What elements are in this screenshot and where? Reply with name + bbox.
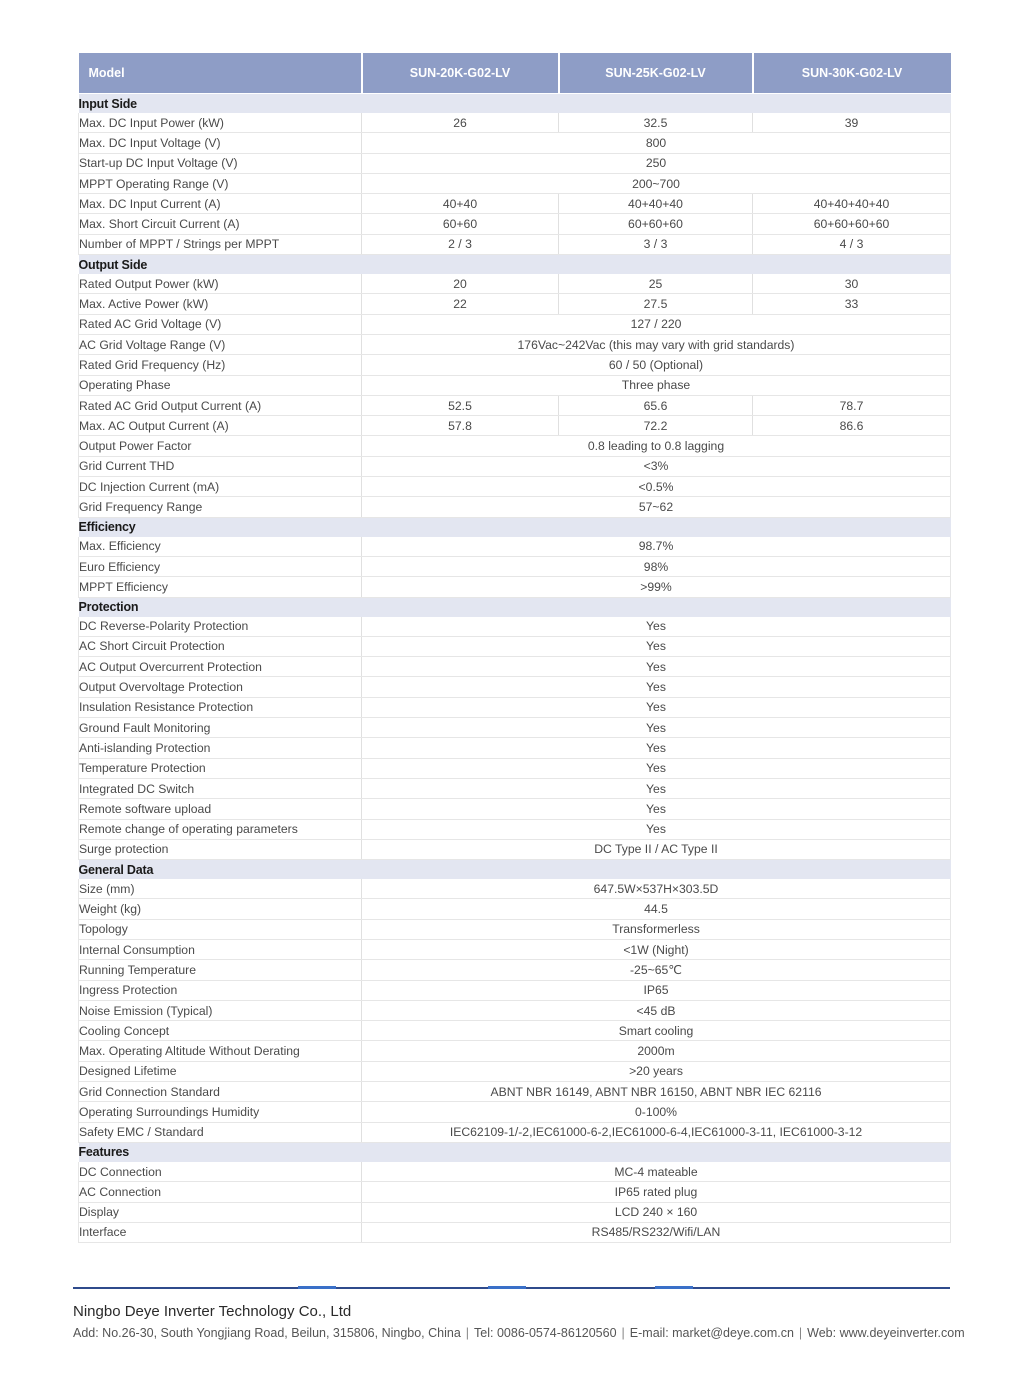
spec-value: >20 years xyxy=(362,1061,951,1081)
spec-label: Safety EMC / Standard xyxy=(79,1122,362,1142)
spec-label: Running Temperature xyxy=(79,960,362,980)
spec-label: AC Grid Voltage Range (V) xyxy=(79,334,362,354)
table-row xyxy=(79,758,951,778)
spec-value: 40+40+40 xyxy=(559,194,753,214)
spec-value: 4 / 3 xyxy=(753,234,951,254)
spec-label: Surge protection xyxy=(79,839,362,859)
table-row xyxy=(79,677,951,697)
table-row xyxy=(79,113,951,133)
spec-label: Grid Frequency Range xyxy=(79,497,362,517)
spec-value: IEC62109-1/-2,IEC61000-6-2,IEC61000-6-4,IEC61000-3-11, IEC61000-3-12 xyxy=(362,1122,951,1142)
table-row xyxy=(79,799,951,819)
table-row xyxy=(79,436,951,456)
table-row xyxy=(79,879,951,899)
spec-label: Noise Emission (Typical) xyxy=(79,1000,362,1020)
spec-label: Remote software upload xyxy=(79,799,362,819)
spec-value: 647.5W×537H×303.5D xyxy=(362,879,951,899)
table-row xyxy=(79,375,951,395)
table-row xyxy=(79,1182,951,1202)
spec-value: Three phase xyxy=(362,375,951,395)
spec-label: Temperature Protection xyxy=(79,758,362,778)
table-row xyxy=(79,718,951,738)
spec-value: 52.5 xyxy=(362,395,559,415)
spec-label: DC Reverse-Polarity Protection xyxy=(79,617,362,637)
table-row xyxy=(79,839,951,859)
table-row xyxy=(79,939,951,959)
table-row xyxy=(79,234,951,254)
spec-value: 78.7 xyxy=(753,395,951,415)
separator: | xyxy=(465,1326,470,1340)
spec-label: Display xyxy=(79,1202,362,1222)
spec-value: 3 / 3 xyxy=(559,234,753,254)
spec-value: LCD 240 × 160 xyxy=(362,1202,951,1222)
spec-value: 98% xyxy=(362,556,951,576)
spec-label: Euro Efficiency xyxy=(79,556,362,576)
spec-value: 32.5 xyxy=(559,113,753,133)
spec-value: 60+60 xyxy=(362,214,559,234)
spec-label: Max. Short Circuit Current (A) xyxy=(79,214,362,234)
spec-value: 44.5 xyxy=(362,899,951,919)
table-row xyxy=(79,1082,951,1102)
table-row xyxy=(79,1222,951,1242)
spec-label: Start-up DC Input Voltage (V) xyxy=(79,153,362,173)
separator: | xyxy=(621,1326,625,1340)
spec-label: AC Connection xyxy=(79,1182,362,1202)
table-row xyxy=(79,577,951,597)
spec-value: <1W (Night) xyxy=(362,939,951,959)
spec-label: Max. DC Input Power (kW) xyxy=(79,113,362,133)
spec-value: 0.8 leading to 0.8 lagging xyxy=(362,436,951,456)
table-row xyxy=(79,133,951,153)
table-header-row xyxy=(79,53,951,94)
spec-label: MPPT Efficiency xyxy=(79,577,362,597)
spec-label: Insulation Resistance Protection xyxy=(79,697,362,717)
spec-label: Rated Grid Frequency (Hz) xyxy=(79,355,362,375)
spec-value: 57.8 xyxy=(362,416,559,436)
spec-label: Max. DC Input Current (A) xyxy=(79,194,362,214)
spec-label: Max. Operating Altitude Without Derating xyxy=(79,1041,362,1061)
table-row xyxy=(79,274,951,294)
table-row xyxy=(79,416,951,436)
table-row xyxy=(79,334,951,354)
spec-label: Weight (kg) xyxy=(79,899,362,919)
spec-label: Max. DC Input Voltage (V) xyxy=(79,133,362,153)
spec-label: Grid Current THD xyxy=(79,456,362,476)
spec-value: 22 xyxy=(362,294,559,314)
spec-value: 20 xyxy=(362,274,559,294)
section-header-row xyxy=(79,597,951,617)
spec-value: Yes xyxy=(362,819,951,839)
section-header-row xyxy=(79,1142,951,1162)
table-row xyxy=(79,899,951,919)
spec-value: Transformerless xyxy=(362,919,951,939)
spec-value: <45 dB xyxy=(362,1000,951,1020)
section-header-row xyxy=(79,517,951,537)
spec-value: Yes xyxy=(362,778,951,798)
spec-label: Designed Lifetime xyxy=(79,1061,362,1081)
spec-value: <3% xyxy=(362,456,951,476)
table-row xyxy=(79,314,951,334)
company-name: Ningbo Deye Inverter Technology Co., Ltd xyxy=(73,1303,352,1320)
spec-value: 800 xyxy=(362,133,951,153)
section-title: Output Side xyxy=(79,255,951,275)
spec-value: 127 / 220 xyxy=(362,314,951,334)
table-row xyxy=(79,173,951,193)
table-row xyxy=(79,960,951,980)
spec-value: 200~700 xyxy=(362,173,951,193)
spec-value: 86.6 xyxy=(753,416,951,436)
spec-label: Rated AC Grid Output Current (A) xyxy=(79,395,362,415)
section-header-row xyxy=(79,255,951,275)
spec-value: 27.5 xyxy=(559,294,753,314)
spec-label: Rated AC Grid Voltage (V) xyxy=(79,314,362,334)
footer-divider-accent xyxy=(655,1286,693,1289)
spec-value: Yes xyxy=(362,738,951,758)
spec-value: 39 xyxy=(753,113,951,133)
spec-value: 25 xyxy=(559,274,753,294)
table-row xyxy=(79,819,951,839)
telephone-text: Tel: 0086-0574-86120560 xyxy=(474,1326,617,1340)
spec-value: Smart cooling xyxy=(362,1021,951,1041)
spec-value: Yes xyxy=(362,677,951,697)
spec-label: Ingress Protection xyxy=(79,980,362,1000)
model-header: Model xyxy=(79,53,362,94)
spec-label: Max. Efficiency xyxy=(79,537,362,557)
spec-value: Yes xyxy=(362,799,951,819)
spec-label: Interface xyxy=(79,1222,362,1242)
spec-value: <0.5% xyxy=(362,477,951,497)
spec-label: DC Injection Current (mA) xyxy=(79,477,362,497)
section-title: Input Side xyxy=(79,94,951,114)
table-row xyxy=(79,1061,951,1081)
spec-value: ABNT NBR 16149, ABNT NBR 16150, ABNT NBR IEC 62116 xyxy=(362,1082,951,1102)
spec-label: Size (mm) xyxy=(79,879,362,899)
spec-value: 30 xyxy=(753,274,951,294)
section-header-row xyxy=(79,860,951,880)
spec-value: 40+40+40+40 xyxy=(753,194,951,214)
spec-value: 0-100% xyxy=(362,1102,951,1122)
separator: | xyxy=(798,1326,803,1340)
spec-value: 2000m xyxy=(362,1041,951,1061)
section-header-row xyxy=(79,94,951,114)
footer-divider-accent xyxy=(298,1286,336,1289)
model-column-header: SUN-20K-G02-LV xyxy=(362,53,559,94)
section-title: General Data xyxy=(79,860,951,880)
spec-value: Yes xyxy=(362,718,951,738)
spec-label: AC Short Circuit Protection xyxy=(79,636,362,656)
table-row xyxy=(79,355,951,375)
spec-value: 60+60+60+60 xyxy=(753,214,951,234)
spec-label: Max. Active Power (kW) xyxy=(79,294,362,314)
table-row xyxy=(79,1162,951,1182)
spec-value: 40+40 xyxy=(362,194,559,214)
spec-value: DC Type II / AC Type II xyxy=(362,839,951,859)
contact-line xyxy=(73,1326,965,1340)
spec-value: 72.2 xyxy=(559,416,753,436)
spec-label: MPPT Operating Range (V) xyxy=(79,173,362,193)
table-row xyxy=(79,477,951,497)
table-row xyxy=(79,1021,951,1041)
footer-divider-accent xyxy=(488,1286,526,1289)
spec-label: Integrated DC Switch xyxy=(79,778,362,798)
spec-value: MC-4 mateable xyxy=(362,1162,951,1182)
table-row xyxy=(79,919,951,939)
table-row xyxy=(79,617,951,637)
spec-label: Operating Phase xyxy=(79,375,362,395)
spec-label: Ground Fault Monitoring xyxy=(79,718,362,738)
spec-value: Yes xyxy=(362,697,951,717)
spec-label: Operating Surroundings Humidity xyxy=(79,1102,362,1122)
spec-label: Output Power Factor xyxy=(79,436,362,456)
address-text: Add: No.26-30, South Yongjiang Road, Beilun, 315806, Ningbo, China xyxy=(73,1326,461,1340)
table-row xyxy=(79,738,951,758)
table-row xyxy=(79,697,951,717)
spec-label: Output Overvoltage Protection xyxy=(79,677,362,697)
spec-table-body xyxy=(79,94,951,1243)
spec-label: Remote change of operating parameters xyxy=(79,819,362,839)
model-column-header: SUN-30K-G02-LV xyxy=(753,53,951,94)
section-title: Efficiency xyxy=(79,517,951,537)
table-row xyxy=(79,556,951,576)
section-title: Protection xyxy=(79,597,951,617)
spec-value: Yes xyxy=(362,758,951,778)
spec-value: IP65 xyxy=(362,980,951,1000)
table-row xyxy=(79,1202,951,1222)
table-row xyxy=(79,1000,951,1020)
email-text: E-mail: market@deye.com.cn xyxy=(629,1326,794,1340)
table-row xyxy=(79,636,951,656)
table-row xyxy=(79,456,951,476)
spec-label: DC Connection xyxy=(79,1162,362,1182)
spec-value: 176Vac~242Vac (this may vary with grid standards) xyxy=(362,334,951,354)
model-column-header: SUN-25K-G02-LV xyxy=(559,53,753,94)
spec-label: Cooling Concept xyxy=(79,1021,362,1041)
spec-label: Internal Consumption xyxy=(79,939,362,959)
spec-value: 60+60+60 xyxy=(559,214,753,234)
spec-value: 98.7% xyxy=(362,537,951,557)
spec-value: 26 xyxy=(362,113,559,133)
table-row xyxy=(79,294,951,314)
table-row xyxy=(79,657,951,677)
spec-value: 60 / 50 (Optional) xyxy=(362,355,951,375)
footer-divider xyxy=(73,1287,950,1289)
table-row xyxy=(79,537,951,557)
table-row xyxy=(79,497,951,517)
table-row xyxy=(79,153,951,173)
section-title: Features xyxy=(79,1142,951,1162)
spec-value: 250 xyxy=(362,153,951,173)
spec-value: Yes xyxy=(362,657,951,677)
table-row xyxy=(79,1041,951,1061)
spec-table xyxy=(78,53,951,1243)
spec-value: RS485/RS232/Wifi/LAN xyxy=(362,1222,951,1242)
spec-value: 57~62 xyxy=(362,497,951,517)
table-row xyxy=(79,214,951,234)
table-row xyxy=(79,194,951,214)
website-text: Web: www.deyeinverter.com xyxy=(807,1326,965,1340)
table-row xyxy=(79,1102,951,1122)
spec-label: Topology xyxy=(79,919,362,939)
spec-label: Rated Output Power (kW) xyxy=(79,274,362,294)
table-row xyxy=(79,778,951,798)
spec-value: >99% xyxy=(362,577,951,597)
spec-label: Grid Connection Standard xyxy=(79,1082,362,1102)
spec-label: Max. AC Output Current (A) xyxy=(79,416,362,436)
table-row xyxy=(79,980,951,1000)
spec-value: -25~65℃ xyxy=(362,960,951,980)
spec-value: 33 xyxy=(753,294,951,314)
spec-value: Yes xyxy=(362,617,951,637)
spec-value: IP65 rated plug xyxy=(362,1182,951,1202)
spec-value: Yes xyxy=(362,636,951,656)
spec-label: Number of MPPT / Strings per MPPT xyxy=(79,234,362,254)
spec-value: 65.6 xyxy=(559,395,753,415)
spec-value: 2 / 3 xyxy=(362,234,559,254)
spec-label: AC Output Overcurrent Protection xyxy=(79,657,362,677)
table-row xyxy=(79,395,951,415)
spec-label: Anti-islanding Protection xyxy=(79,738,362,758)
table-row xyxy=(79,1122,951,1142)
